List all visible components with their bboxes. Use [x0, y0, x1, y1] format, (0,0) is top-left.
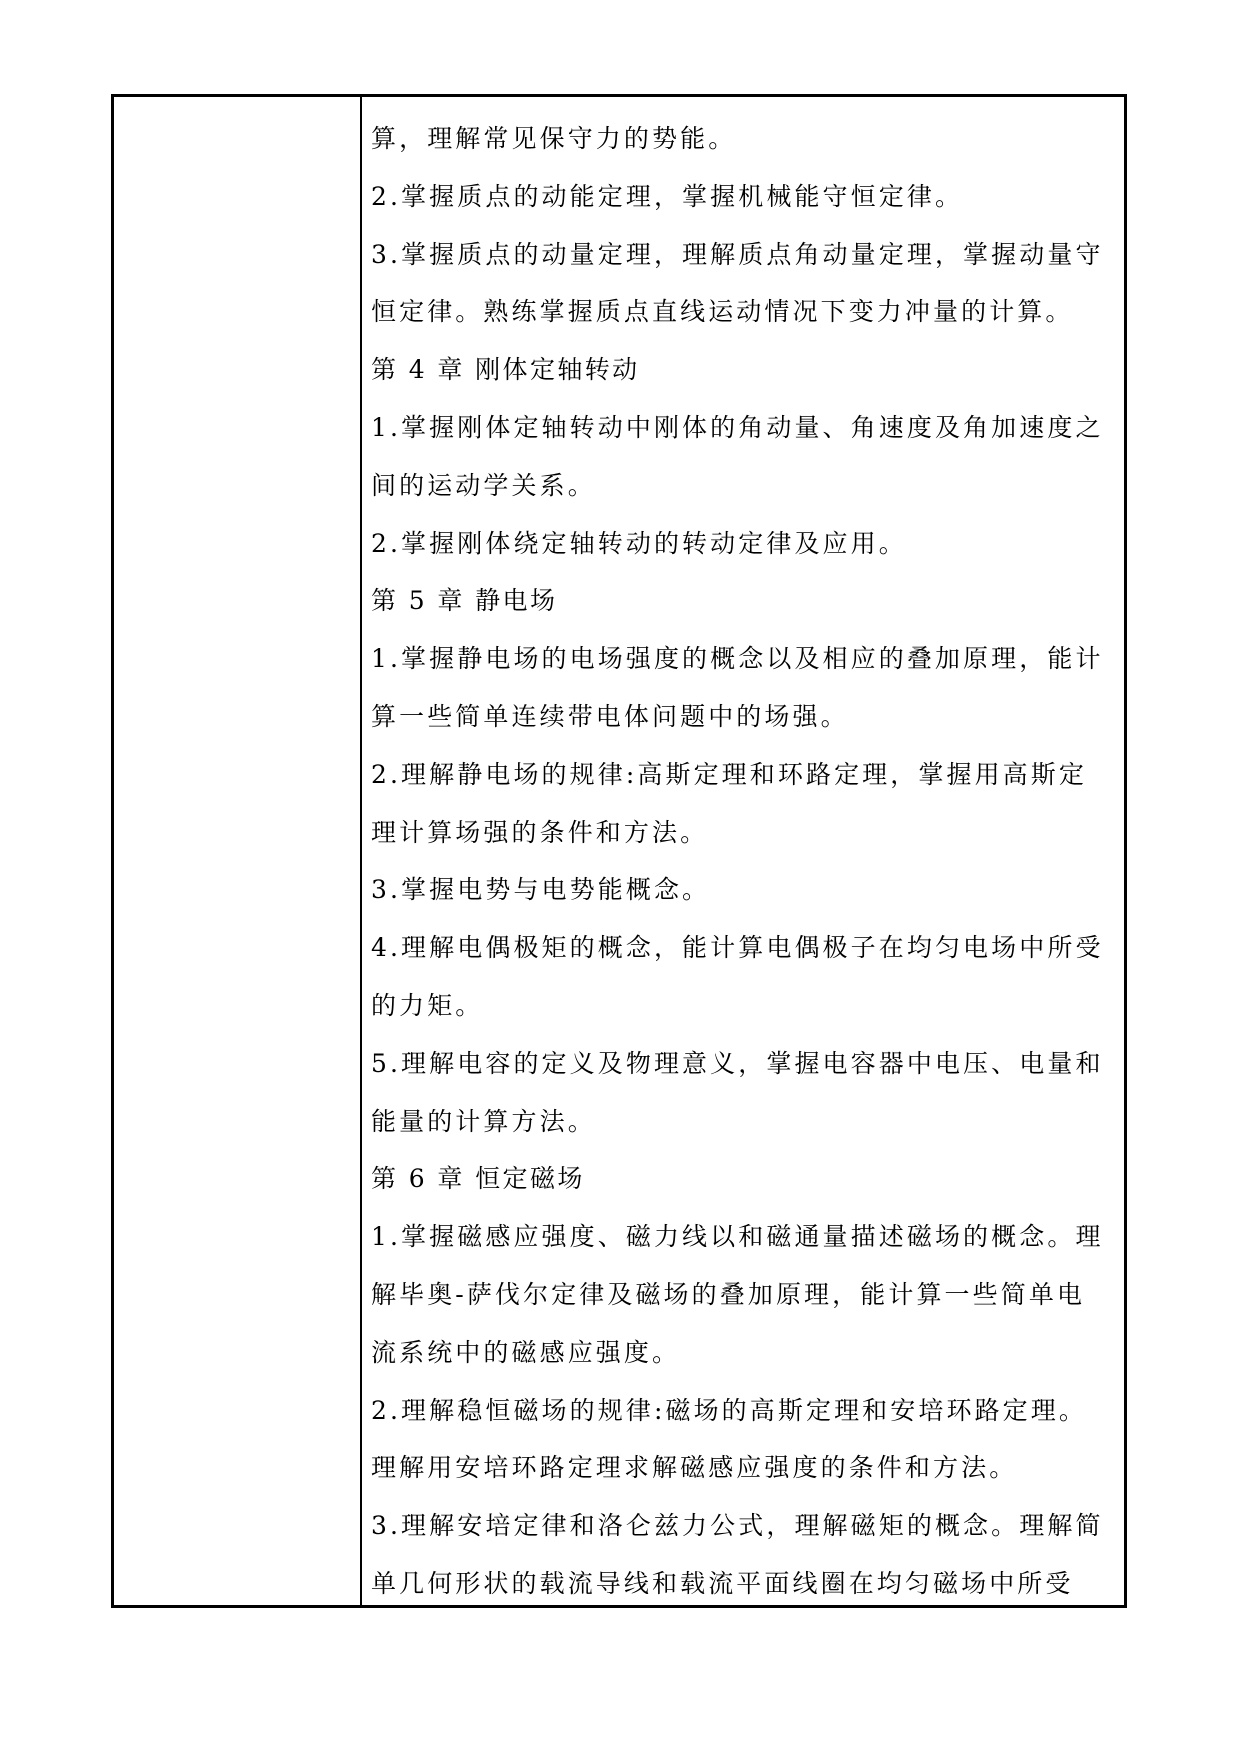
text-line: 3.掌握电势与电势能概念。 — [371, 875, 711, 905]
chapter-heading: 第 6 章 恒定磁场 — [371, 1164, 585, 1194]
text-line: 算一些简单连续带电体问题中的场强。 — [371, 702, 849, 731]
text-line: 解毕奥-萨伐尔定律及磁场的叠加原理，能计算一些简单电 — [371, 1280, 1086, 1309]
chapter-heading: 第 4 章 刚体定轴转动 — [371, 355, 640, 385]
text-line: 流系统中的磁感应强度。 — [371, 1337, 681, 1367]
text-line: 3.掌握质点的动量定理，理解质点角动量定理，掌握动量守 — [371, 239, 1104, 269]
chapter-heading: 第 5 章 静电场 — [371, 586, 558, 616]
text-line: 恒定律。熟练掌握质点直线运动情况下变力冲量的计算。 — [371, 297, 1074, 327]
syllabus-table — [111, 94, 1127, 1608]
text-line: 2.掌握质点的动能定理，掌握机械能守恒定律。 — [371, 181, 964, 211]
text-line: 2.理解稳恒磁场的规律:磁场的高斯定理和安培环路定理。 — [371, 1395, 1087, 1425]
text-line: 2.理解静电场的规律:高斯定理和环路定理，掌握用高斯定 — [371, 759, 1087, 789]
text-line: 1.掌握刚体定轴转动中刚体的角动量、角速度及角加速度之 — [371, 413, 1104, 442]
text-line: 1.掌握静电场的电场强度的概念以及相应的叠加原理，能计 — [371, 644, 1104, 674]
text-line: 单几何形状的载流导线和载流平面线圈在均匀磁场中所受 — [371, 1569, 1074, 1598]
text-line: 2.掌握刚体绕定轴转动的转动定律及应用。 — [371, 528, 907, 558]
text-line: 能量的计算方法。 — [371, 1106, 596, 1136]
text-line: 1.掌握磁感应强度、磁力线以和磁通量描述磁场的概念。理 — [371, 1222, 1104, 1252]
text-line: 的力矩。 — [371, 991, 484, 1020]
text-line: 4.理解电偶极矩的概念，能计算电偶极子在均匀电场中所受 — [371, 933, 1104, 963]
table-left-cell — [114, 97, 362, 1605]
text-line: 5.理解电容的定义及物理意义，掌握电容器中电压、电量和 — [371, 1048, 1104, 1078]
table-content-cell — [362, 97, 1124, 1605]
text-line: 理解用安培环路定理求解磁感应强度的条件和方法。 — [371, 1453, 1018, 1483]
text-line: 理计算场强的条件和方法。 — [371, 817, 709, 847]
text-line: 3.理解安培定律和洛仑兹力公式，理解磁矩的概念。理解简 — [371, 1511, 1104, 1541]
text-line: 算，理解常见保守力的势能。 — [371, 124, 737, 153]
text-line: 间的运动学关系。 — [371, 470, 596, 500]
